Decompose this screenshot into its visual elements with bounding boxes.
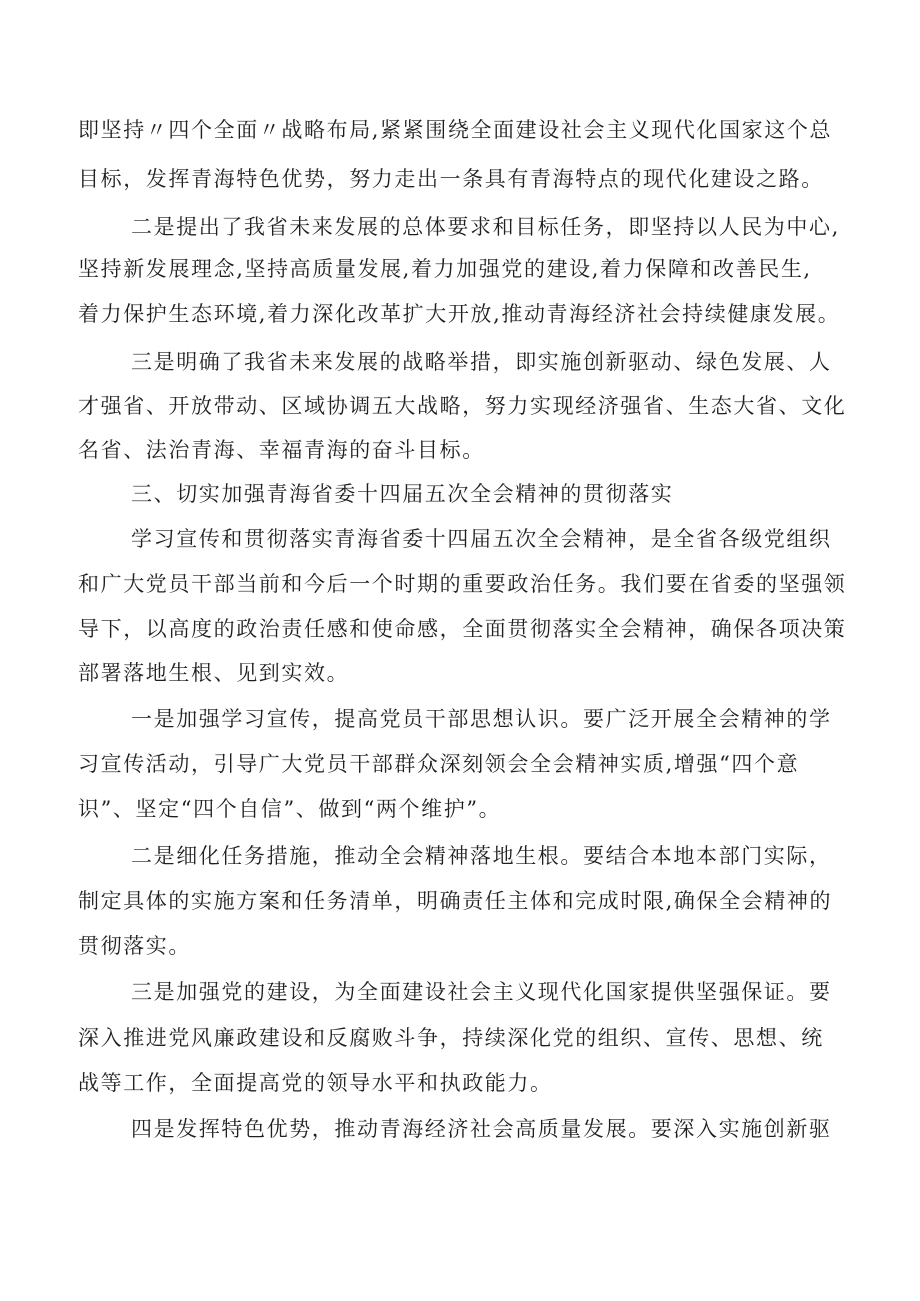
text-line-20: 三是加强党的建设，为全面建设社会主义现代化国家提供坚强保证。要 bbox=[131, 980, 832, 1004]
text-line-1: 即坚持〃四个全面〃战略布局,紧紧围绕全面建设社会主义现代化国家这个总 bbox=[78, 118, 833, 142]
text-line-5: 着力保护生态环境,着力深化改革扩大开放,推动青海经济社会持续健康发展。 bbox=[78, 302, 841, 326]
text-line-4: 坚持新发展理念,坚持高质量发展,着力加强党的建设,着力保障和改善民生, bbox=[78, 257, 812, 281]
text-line-16: 识”、坚定“四个自信”、做到“两个维护”。 bbox=[78, 797, 502, 821]
text-line-15: 习宣传活动，引导广大党员干部群众深刻领会全会精神实质,增强“四个意 bbox=[78, 752, 800, 776]
text-line-2: 目标，发挥青海特色优势，努力走出一条具有青海特点的现代化建设之路。 bbox=[78, 167, 824, 191]
text-line-17: 二是细化任务措施，推动全会精神落地生根。要结合本地本部门实际， bbox=[131, 844, 832, 868]
section-heading: 三、切实加强青海省委十四届五次全会精神的贯彻落实 bbox=[131, 482, 674, 506]
text-line-19: 贯彻落实。 bbox=[78, 934, 191, 958]
text-line-18: 制定具体的实施方案和任务清单，明确责任主体和完成时限,确保全会精神的 bbox=[78, 889, 833, 913]
text-line-3: 二是提出了我省未来发展的总体要求和目标任务，即坚持以人民为中心, bbox=[131, 215, 840, 239]
text-line-22: 战等工作，全面提高党的领导水平和执政能力。 bbox=[78, 1071, 553, 1095]
text-line-13: 部署落地生根、见到实效。 bbox=[78, 661, 350, 685]
text-line-21: 深入推进党风廉政建设和反腐败斗争，持续深化党的组织、宣传、思想、统 bbox=[78, 1026, 824, 1050]
text-line-11: 和广大党员干部当前和今后一个时期的重要政治任务。我们要在省委的坚强领 bbox=[78, 572, 847, 596]
text-line-7: 才强省、开放带动、区域协调五大战略，努力实现经济强省、生态大省、文化 bbox=[78, 394, 847, 418]
text-line-23: 四是发挥特色优势，推动青海经济社会高质量发展。要深入实施创新驱 bbox=[131, 1117, 832, 1141]
text-line-8: 名省、法治青海、幸福青海的奋斗目标。 bbox=[78, 438, 485, 462]
text-line-6: 三是明确了我省未来发展的战略举措，即实施创新驱动、绿色发展、人 bbox=[131, 350, 832, 374]
text-line-10: 学习宣传和贯彻落实青海省委十四届五次全会精神，是全省各级党组织 bbox=[131, 527, 832, 551]
text-line-14: 一是加强学习宣传，提高党员干部思想认识。要广泛开展全会精神的学 bbox=[131, 707, 832, 731]
text-line-12: 导下，以高度的政治责任感和使命感，全面贯彻落实全会精神，确保各项决策 bbox=[78, 617, 847, 641]
